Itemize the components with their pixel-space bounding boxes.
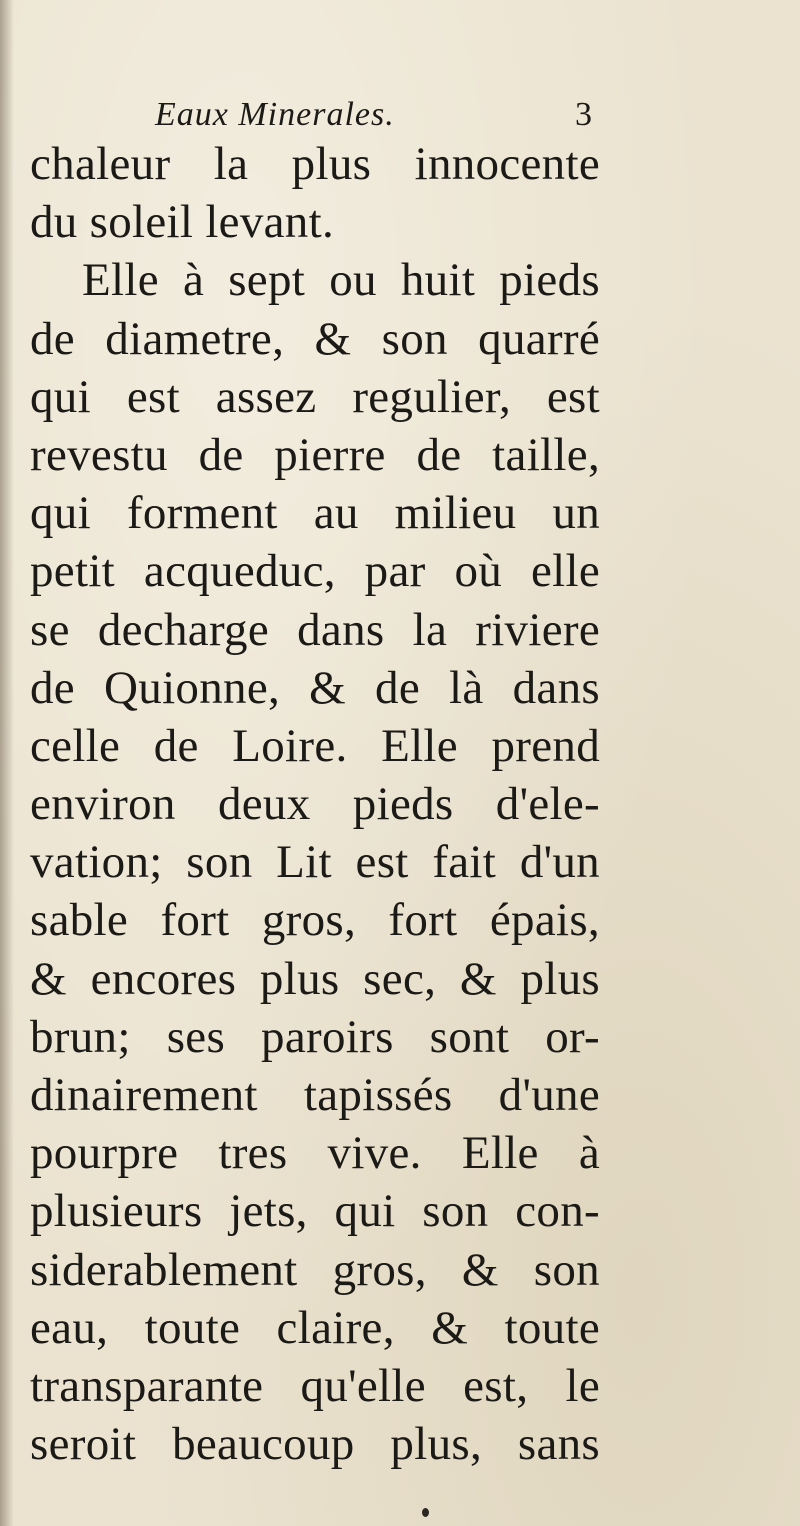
text-line: vation; son Lit est fait d'un xyxy=(30,836,600,889)
text-line: Elle à sept ou huit pieds xyxy=(82,254,600,307)
text-line: dinairement tapissés d'une xyxy=(30,1069,600,1121)
text-line: environ deux pieds d'ele- xyxy=(30,778,600,831)
text-line: plusieurs jets, qui son con- xyxy=(30,1185,600,1238)
text-line: qui est assez regulier, est xyxy=(30,370,600,423)
binding-gutter-shadow xyxy=(0,0,14,1526)
text-line: se decharge dans la riviere xyxy=(30,603,600,656)
text-line: celle de Loire. Elle prend xyxy=(30,719,600,772)
text-line: siderablement gros, & son xyxy=(30,1243,600,1296)
page-number: 3 xyxy=(575,96,592,133)
text-line: seroit beaucoup plus, sans xyxy=(30,1418,600,1471)
text-line: & encores plus sec, & plus xyxy=(30,952,600,1005)
text-line: de diametre, & son quarré xyxy=(30,312,600,365)
ink-speck xyxy=(422,1508,429,1517)
text-line: du soleil levant. xyxy=(30,196,335,249)
text-line: de Quionne, & de là dans xyxy=(30,661,600,714)
text-line: transparante qu'elle est, le xyxy=(30,1359,600,1412)
running-title: Eaux Minerales. xyxy=(155,96,395,133)
body-text xyxy=(30,135,600,1473)
text-line: eau, toute claire, & toute xyxy=(30,1301,600,1354)
text-line: qui forment au milieu un xyxy=(30,487,600,540)
text-line: brun; ses paroirs sont or- xyxy=(30,1010,600,1063)
text-line: pourpre tres vive. Elle à xyxy=(30,1127,600,1180)
text-line: chaleur la plus innocente xyxy=(30,138,600,190)
text-line: sable fort gros, fort épais, xyxy=(30,894,600,947)
text-line: revestu de pierre de taille, xyxy=(30,428,600,481)
text-line: petit acqueduc, par où elle xyxy=(30,545,600,598)
